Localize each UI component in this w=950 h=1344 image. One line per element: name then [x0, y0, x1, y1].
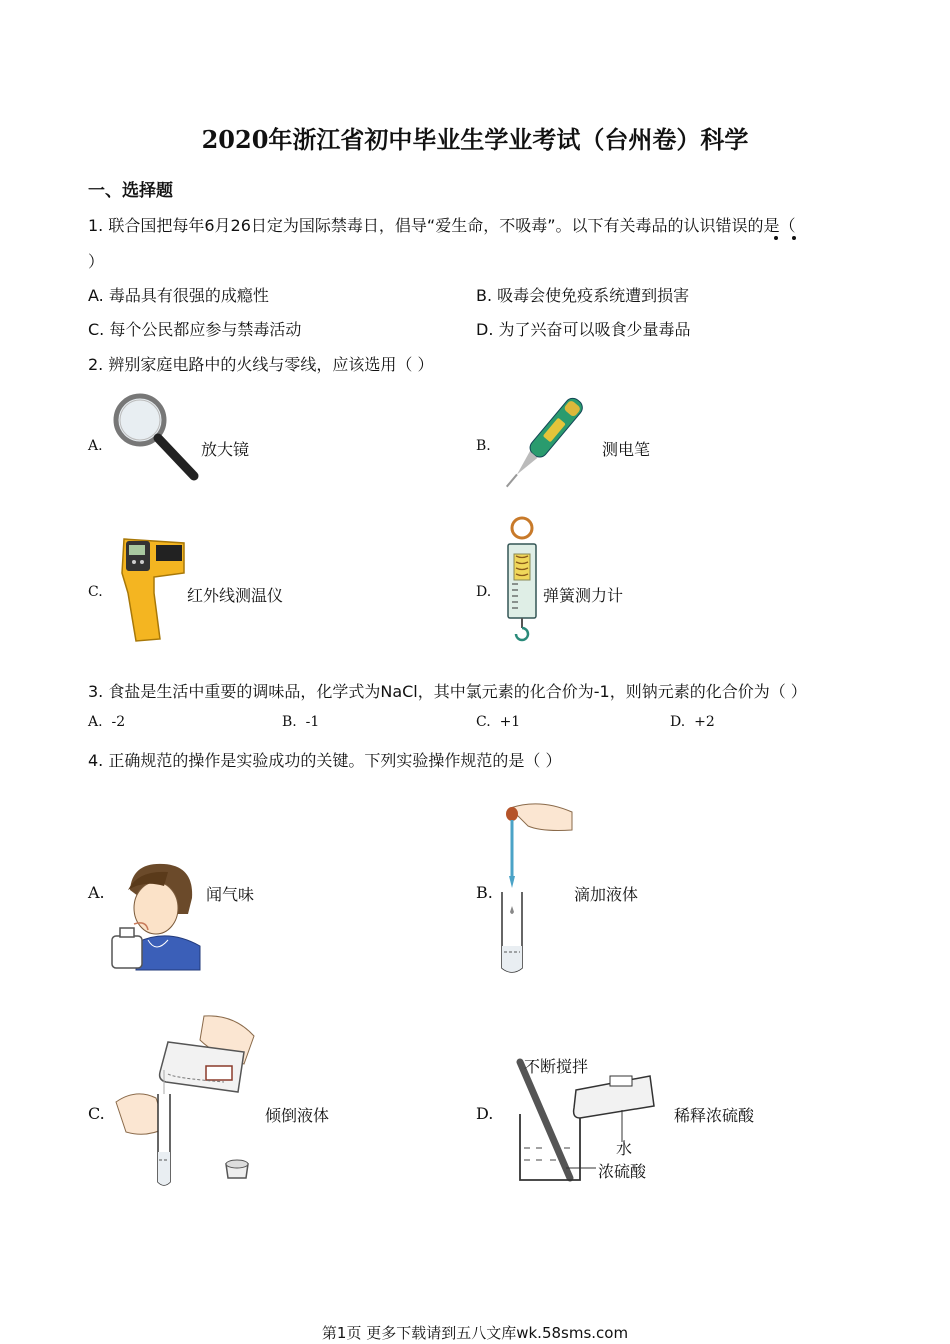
option-2c-label: 红外线测温仪 [187, 586, 284, 605]
option-4d-letter[interactable]: D. [476, 1104, 494, 1123]
question-number: 1. [88, 216, 104, 235]
option-1b[interactable]: B. 吸毒会使免疫系统遭到损害 [476, 286, 690, 305]
question-3 [88, 679, 807, 702]
option-2b-label: 测电笔 [602, 440, 651, 459]
dropper-icon [496, 796, 571, 974]
page-title: 2020年浙江省初中毕业生学业考试（台州卷）科学 [201, 125, 749, 154]
question-number: 2. [88, 355, 104, 374]
page-footer: 第1页 更多下载请到五八文库wk.58sms.com [321, 1324, 629, 1342]
emphasis-dot [792, 236, 796, 240]
question-2 [88, 352, 433, 375]
option-4a-letter[interactable]: A. [88, 883, 105, 902]
question-text: 正确规范的操作是实验成功的关键。下列实验操作规范的是（ ） [108, 751, 562, 770]
question-text: 食盐是生活中重要的调味品，化学式为NaCl，其中氯元素的化合价为-1，则钠元素的化合价为（ ） [108, 682, 807, 701]
infrared-thermometer-icon [114, 533, 189, 648]
option-1a[interactable]: A. 毒品具有很强的成瘾性 [88, 286, 269, 305]
option-2c-letter[interactable]: C. [88, 584, 103, 600]
option-1c[interactable]: C. 每个公民都应参与禁毒活动 [88, 320, 302, 339]
option-2a-letter[interactable]: A. [88, 438, 103, 454]
option-4c-label: 倾倒液体 [265, 1106, 330, 1125]
option-2a-label: 放大镜 [201, 440, 250, 459]
option-1d[interactable]: D. 为了兴奋可以吸食少量毒品 [476, 320, 691, 339]
option-3c[interactable]: C. +1 [476, 714, 521, 730]
magnifier-icon [110, 392, 200, 482]
option-3d[interactable]: D. +2 [670, 714, 715, 730]
option-2b-letter[interactable]: B. [476, 438, 491, 454]
figure-label-acid: 浓硫酸 [598, 1162, 647, 1181]
test-pen-icon [506, 385, 601, 485]
question-1 [88, 213, 795, 236]
question-text: 辨别家庭电路中的火线与零线，应该选用（ ） [108, 355, 434, 374]
emphasis-dot [774, 236, 778, 240]
question-4 [88, 748, 561, 771]
section-heading: 一、选择题 [88, 181, 173, 201]
option-4a-label: 闻气味 [206, 885, 255, 904]
figure-label-water: 水 [616, 1139, 633, 1158]
question-number: 3. [88, 682, 104, 701]
option-3b[interactable]: B. -1 [282, 714, 320, 730]
option-2d-letter[interactable]: D. [476, 584, 492, 600]
figure-label-stir: 不断搅拌 [524, 1057, 589, 1076]
question-text-continued: ） [88, 252, 105, 271]
option-4b-label: 滴加液体 [574, 885, 639, 904]
spring-scale-icon [500, 516, 545, 648]
question-number: 4. [88, 751, 104, 770]
option-4b-letter[interactable]: B. [476, 883, 493, 902]
smelling-icon [108, 860, 203, 972]
option-2d-label: 弹簧测力计 [543, 586, 624, 605]
option-4d-label: 稀释浓硫酸 [674, 1106, 755, 1125]
option-3a[interactable]: A. -2 [88, 714, 126, 730]
question-text: 联合国把每年6月26日定为国际禁毒日，倡导“爱生命，不吸毒”。以下有关毒品的认识错误的是（ [108, 216, 796, 235]
option-4c-letter[interactable]: C. [88, 1104, 105, 1123]
pouring-icon [108, 1012, 268, 1187]
